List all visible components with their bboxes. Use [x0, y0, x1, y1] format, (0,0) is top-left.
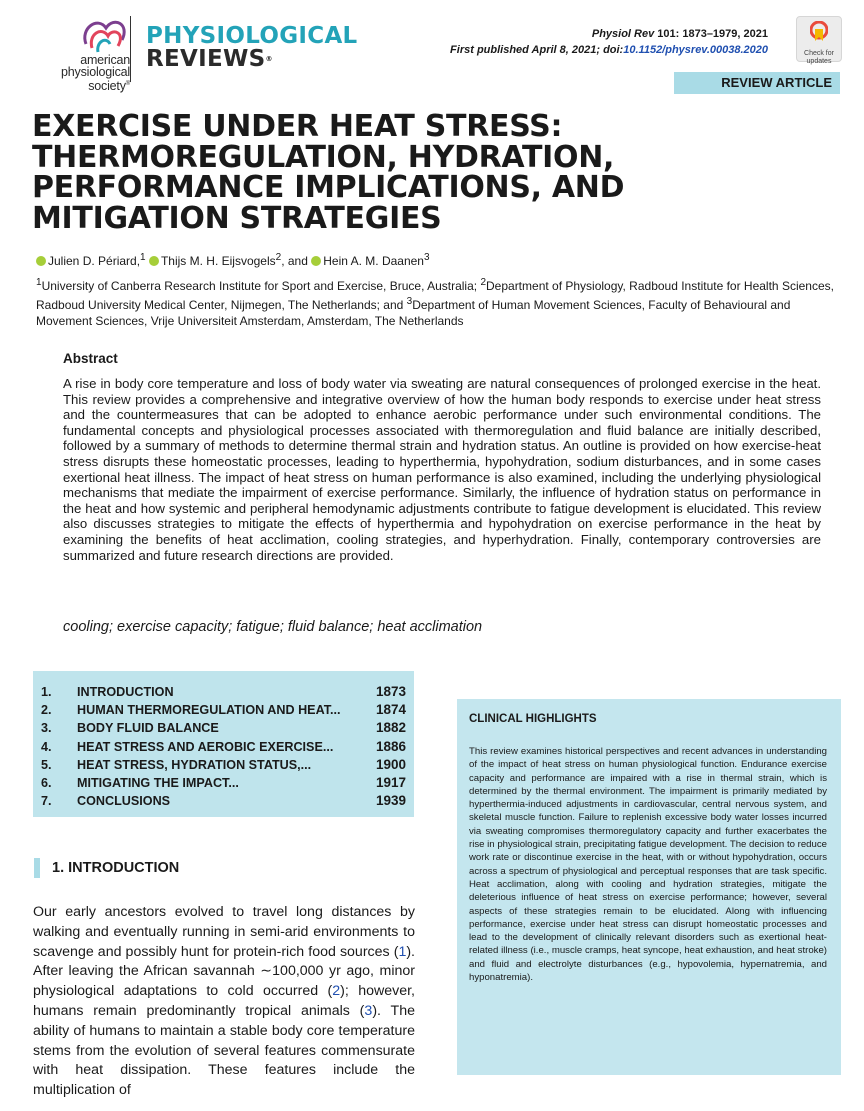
toc-item[interactable]: 2. HUMAN THERMOREGULATION AND HEAT... 1874	[41, 702, 406, 718]
doi-link[interactable]: 10.1152/physrev.00038.2020	[623, 44, 768, 56]
check-for-updates-badge[interactable]	[796, 16, 842, 65]
citation: Physiol Rev 101: 1873–1979, 2021 First published April 8, 2021; doi:10.1152/physrev.00038.2020	[450, 28, 768, 56]
journal-name[interactable]: PHYSIOLOGICAL REVIEWS®	[146, 23, 358, 72]
clinical-highlights-title: CLINICAL HIGHLIGHTS	[469, 713, 597, 725]
logo-divider	[130, 16, 131, 82]
clinical-highlights-text: This review examines historical perspectives and recent advances in understanding of the impact of heat stress on human physiological function. Endurance exercise capacity and performance are impaired with a rise in thermal strain, which is determined by the thermal environment. The impairment is primarily mediated by hyperthermia-induced adjustments in cardiovascular, central nervous system, and skeletal muscle function. Failure to replenish excessive body water losses incurred via sweating compromises thermoregulatory capacity and further exacerbates the rise in physiological strain, precipitating fatigue development. The decision to reduce work rate or discontinue exercise in the heat, with or without hypohydration, occurs across a spectrum of physiological and perceptual responses that are task specific. Heat acclimation, along with cooling and hydration strategies, mitigate the deleterious influence of heat stress on exercise performance; however, several aspects of these strategies remain to be elucidated. Along with influencing performance, exercise under heat stress can disrupt homeostatic processes and lead to the development of clinically relevant disorders such as exertional heat-related illness (i.e., muscle cramps, heat syncope, heat exhaustion, and heat stroke) and fluid and electrolyte disturbances (e.g., hypovolemia, hypernatremia, and hyponatremia).	[469, 746, 827, 984]
abstract-heading: Abstract	[63, 351, 118, 366]
author-name[interactable]: Thijs M. H. Eijsvogels	[160, 254, 276, 268]
article-type-tag: REVIEW ARTICLE	[674, 72, 840, 94]
reference-link[interactable]: 2	[332, 983, 341, 1000]
clinical-highlights-box	[457, 699, 841, 1075]
aps-logo	[30, 14, 130, 94]
author-list: Julien D. Périard,$^1$ Thijs M. H. Eijsvogels$^2$, and Hein A. M. Daanen$^3$	[36, 250, 430, 269]
author-name[interactable]: Hein A. M. Daanen	[323, 254, 424, 268]
keywords: cooling; exercise capacity; fatigue; fluid balance; heat acclimation	[63, 619, 483, 635]
affiliations: $^1$University of Canberra Research Institute for Sport and Exercise, Bruce, Australia; $^2$Department of Physiology, Radboud Institute for Health Sciences, Radboud University Medical Center, Nijmegen, The Netherlands; and $^3$Department of Human Movement Sciences, Faculty of Behavioural and Movement Sciences, Vrije Universiteit Amsterdam, Amsterdam, The Netherlands	[36, 277, 834, 328]
badge-label: Check for updates	[804, 50, 834, 65]
introduction-text: Our early ancestors evolved to travel long distances by walking and eventually running in semi-arid environments to scavenge and possibly hunt for protein-rich food sources (1). After leaving the African savannah ∼100,000 yr ago, minor physiological adaptations to cold occurred (2); however, humans remain predominantly tropical animals (3). The ability of humans to maintain a stable body core temperature stems from the evolution of several features commensurate with heat dissipation. These features include the multiplication of	[33, 904, 415, 1099]
author-name[interactable]: Julien D. Périard,	[48, 254, 141, 268]
orcid-icon[interactable]	[311, 256, 321, 266]
toc-item[interactable]: 4. HEAT STRESS AND AEROBIC EXERCISE... 1886	[41, 738, 406, 754]
abstract-text: A rise in body core temperature and loss of body water via sweating are natural consequences of prolonged exercise in the heat. This review provides a comprehensive and integrative overview of how the human body responds to exercise under heat stress and the countermeasures that can be adopted to enhance aerobic performance under such environmental conditions. The fundamental concepts and physiological processes associated with thermoregulation and fluid balance are initially described, followed by a summary of methods to determine thermal strain and hydration status. An outline is provided on how exercise-heat stress disrupts these homeostatic processes, leading to hyperthermia, hypohydration, sodium disturbances, and in some cases exertional heat illness. The impact of heat stress on human performance is also examined, including the underlying physiological mechanisms that mediate the impairment of exercise performance. Similarly, the influence of hydration status on performance in the heat and how systemic and peripheral hemodynamic adjustments contribute to fatigue development is elucidated. This review also discusses strategies to mitigate the effects of hyperthermia and hypohydration on exercise performance in the heat by examining the benefits of heat acclimation, cooling strategies, and hyperhydration. Finally, contemporary controversies are summarized and future research directions are provided.	[63, 376, 821, 563]
orcid-icon[interactable]	[36, 256, 46, 266]
orcid-icon[interactable]	[149, 256, 159, 266]
toc-item[interactable]: 5. HEAT STRESS, HYDRATION STATUS,... 1900	[41, 756, 406, 772]
reference-link[interactable]: 1	[398, 943, 407, 960]
table-of-contents	[33, 671, 414, 817]
section-heading: 1. INTRODUCTION	[52, 860, 180, 876]
check-for-updates-icon	[810, 21, 828, 43]
section-marker	[34, 858, 40, 878]
reference-link[interactable]: 3	[364, 1002, 373, 1019]
society-name: american physiological society®	[61, 53, 130, 94]
article-title: EXERCISE UNDER HEAT STRESS: THERMOREGULATION, HYDRATION, PERFORMANCE IMPLICATIONS, AND MITIGATION STRATEGIES	[32, 109, 625, 236]
toc-item[interactable]: 6. MITIGATING THE IMPACT... 1917	[41, 775, 406, 791]
toc-item[interactable]: 1. INTRODUCTION 1873	[41, 684, 406, 699]
toc-item[interactable]: 3. BODY FLUID BALANCE 1882	[41, 720, 406, 736]
toc-item[interactable]: 7. CONCLUSIONS 1939	[41, 793, 406, 809]
aps-logo-icon	[78, 14, 134, 56]
